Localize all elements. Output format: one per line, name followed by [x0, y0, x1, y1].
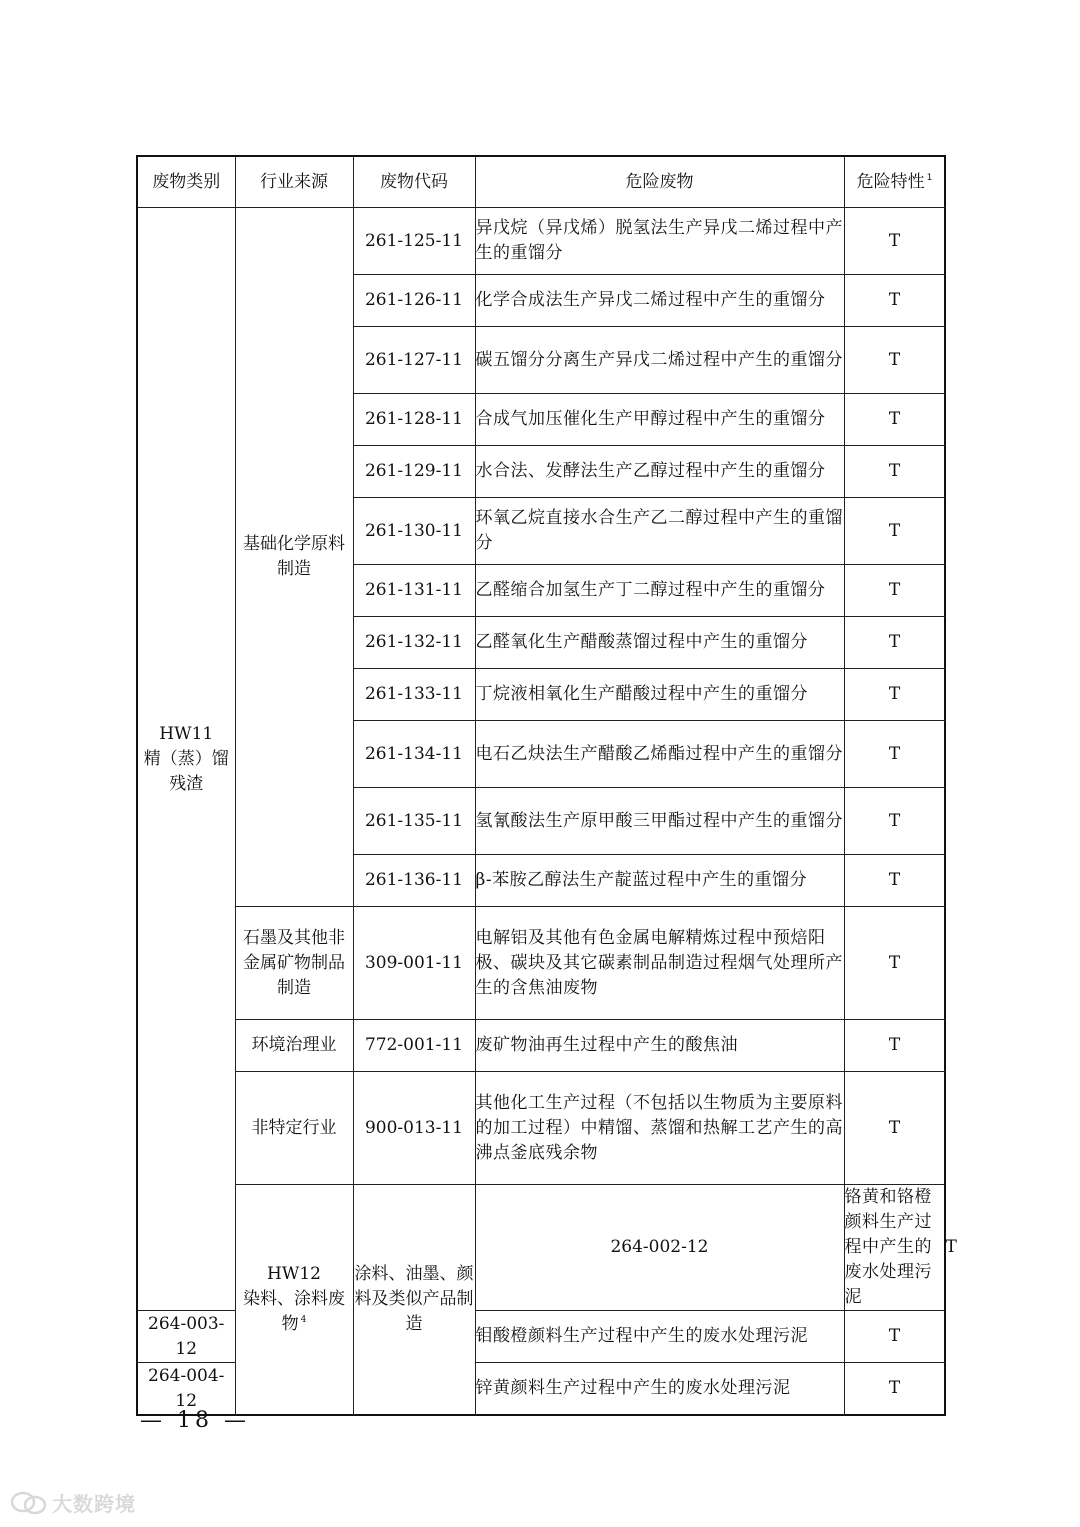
category-name: 染料、涂料废物: [243, 1289, 345, 1334]
waste-description: 铬黄和铬橙颜料生产过程中产生的废水处理污泥: [844, 1185, 945, 1311]
waste-description: 氢氰酸法生产原甲酸三甲酯过程中产生的重馏分: [475, 788, 844, 855]
waste-description: 废矿物油再生过程中产生的酸焦油: [475, 1020, 844, 1072]
hazard-characteristic: T: [844, 565, 945, 617]
waste-description: 合成气加压催化生产甲醇过程中产生的重馏分: [475, 394, 844, 446]
hazard-characteristic: T: [844, 498, 945, 565]
watermark: [10, 1488, 136, 1517]
waste-description: 电解铝及其他有色金属电解精炼过程中预焙阳极、碳块及其它碳素制品制造过程烟气处理所产生的含焦油废物: [475, 907, 844, 1020]
waste-code: 772-001-11: [353, 1020, 475, 1072]
category-name: 精（蒸）馏残渣: [143, 748, 229, 794]
waste-code: 261-136-11: [353, 855, 475, 907]
category-name-line: [236, 1287, 353, 1337]
waste-code: 261-133-11: [353, 669, 475, 721]
waste-code: 264-002-12: [475, 1185, 844, 1311]
waste-description: 水合法、发酵法生产乙醇过程中产生的重馏分: [475, 446, 844, 498]
hazard-characteristic: T: [844, 669, 945, 721]
table-row: [137, 1072, 945, 1185]
waste-code: 264-004-12: [137, 1363, 235, 1416]
table-row: HW12 染料、涂料废物 $^4$ 涂料、油墨、颜料及类似产品制造 264-002-12 铬黄和铬橙颜料生产过程中产生的废水处理污泥 T: [137, 1185, 945, 1311]
industry-cell: 涂料、油墨、颜料及类似产品制造: [353, 1185, 475, 1416]
waste-description: 化学合成法生产异戊二烯过程中产生的重馏分: [475, 275, 844, 327]
header-industry: 行业来源: [235, 156, 353, 208]
waste-code: 264-003-12: [137, 1311, 235, 1363]
header-category: 废物类别: [137, 156, 235, 208]
category-cell: [235, 1185, 353, 1416]
dash-right: —: [224, 1408, 250, 1433]
table-row: [137, 208, 945, 275]
waste-code: 261-129-11: [353, 446, 475, 498]
hazard-characteristic: T: [844, 446, 945, 498]
waste-code: 261-127-11: [353, 327, 475, 394]
hazard-characteristic: T: [844, 275, 945, 327]
waste-code: 261-126-11: [353, 275, 475, 327]
category-code: HW11: [159, 723, 214, 744]
table-row: [137, 907, 945, 1020]
wechat-logo-icon: [10, 1491, 48, 1515]
waste-description: β-苯胺乙醇法生产靛蓝过程中产生的重馏分: [475, 855, 844, 907]
hazard-characteristic: T: [844, 721, 945, 788]
page-number: [140, 1408, 250, 1433]
category-code: HW12: [267, 1264, 321, 1284]
waste-description: 乙醛氧化生产醋酸蒸馏过程中产生的重馏分: [475, 617, 844, 669]
waste-description: 异戊烷（异戊烯）脱氢法生产异戊二烯过程中产生的重馏分: [475, 208, 844, 275]
waste-description: 碳五馏分分离生产异戊二烯过程中产生的重馏分: [475, 327, 844, 394]
waste-code: 261-128-11: [353, 394, 475, 446]
hazard-characteristic: T: [844, 855, 945, 907]
industry-cell: 基础化学原料制造: [235, 208, 353, 907]
header-characteristic: 危险特性 $^1$: [844, 156, 945, 208]
category-cell: [137, 208, 235, 1311]
watermark-text: 大数跨境: [52, 1492, 136, 1516]
table-row: [137, 1020, 945, 1072]
dash-left: —: [140, 1408, 166, 1433]
waste-code: 261-131-11: [353, 565, 475, 617]
header-code: 废物代码: [353, 156, 475, 208]
hazard-characteristic: T: [844, 1072, 945, 1185]
hazard-characteristic: T: [844, 327, 945, 394]
waste-description: 锌黄颜料生产过程中产生的废水处理污泥: [475, 1363, 844, 1416]
industry-cell: 非特定行业: [235, 1072, 353, 1185]
industry-cell: 石墨及其他非金属矿物制品制造: [235, 907, 353, 1020]
waste-code: 261-135-11: [353, 788, 475, 855]
footnote-marker: 4: [300, 1315, 307, 1326]
hazard-characteristic: T: [844, 907, 945, 1020]
footnote-marker: 1: [926, 172, 933, 183]
hazard-characteristic: T: [844, 1311, 945, 1363]
waste-description: 其他化工生产过程（不包括以生物质为主要原料的加工过程）中精馏、蒸馏和热解工艺产生的高沸点釜底残余物: [475, 1072, 844, 1185]
industry-cell: 环境治理业: [235, 1020, 353, 1072]
waste-code: 261-130-11: [353, 498, 475, 565]
waste-code: 261-132-11: [353, 617, 475, 669]
waste-code: 261-134-11: [353, 721, 475, 788]
waste-code: 261-125-11: [353, 208, 475, 275]
hazard-characteristic: T: [844, 617, 945, 669]
waste-description: 环氧乙烷直接水合生产乙二醇过程中产生的重馏分: [475, 498, 844, 565]
header-waste: 危险废物: [475, 156, 844, 208]
waste-description: 丁烷液相氧化生产醋酸过程中产生的重馏分: [475, 669, 844, 721]
waste-description: 电石乙炔法生产醋酸乙烯酯过程中产生的重馏分: [475, 721, 844, 788]
hazard-characteristic: T: [844, 788, 945, 855]
waste-description: 乙醛缩合加氢生产丁二醇过程中产生的重馏分: [475, 565, 844, 617]
waste-description: 钼酸橙颜料生产过程中产生的废水处理污泥: [475, 1311, 844, 1363]
hazardous-waste-table: [136, 155, 957, 1416]
hazard-characteristic: T: [844, 1363, 945, 1416]
page-number-value: 18: [177, 1408, 213, 1433]
hazard-characteristic: T: [844, 394, 945, 446]
waste-code: 900-013-11: [353, 1072, 475, 1185]
hazard-characteristic: T: [844, 1020, 945, 1072]
waste-code: 309-001-11: [353, 907, 475, 1020]
hazard-characteristic: T: [844, 208, 945, 275]
